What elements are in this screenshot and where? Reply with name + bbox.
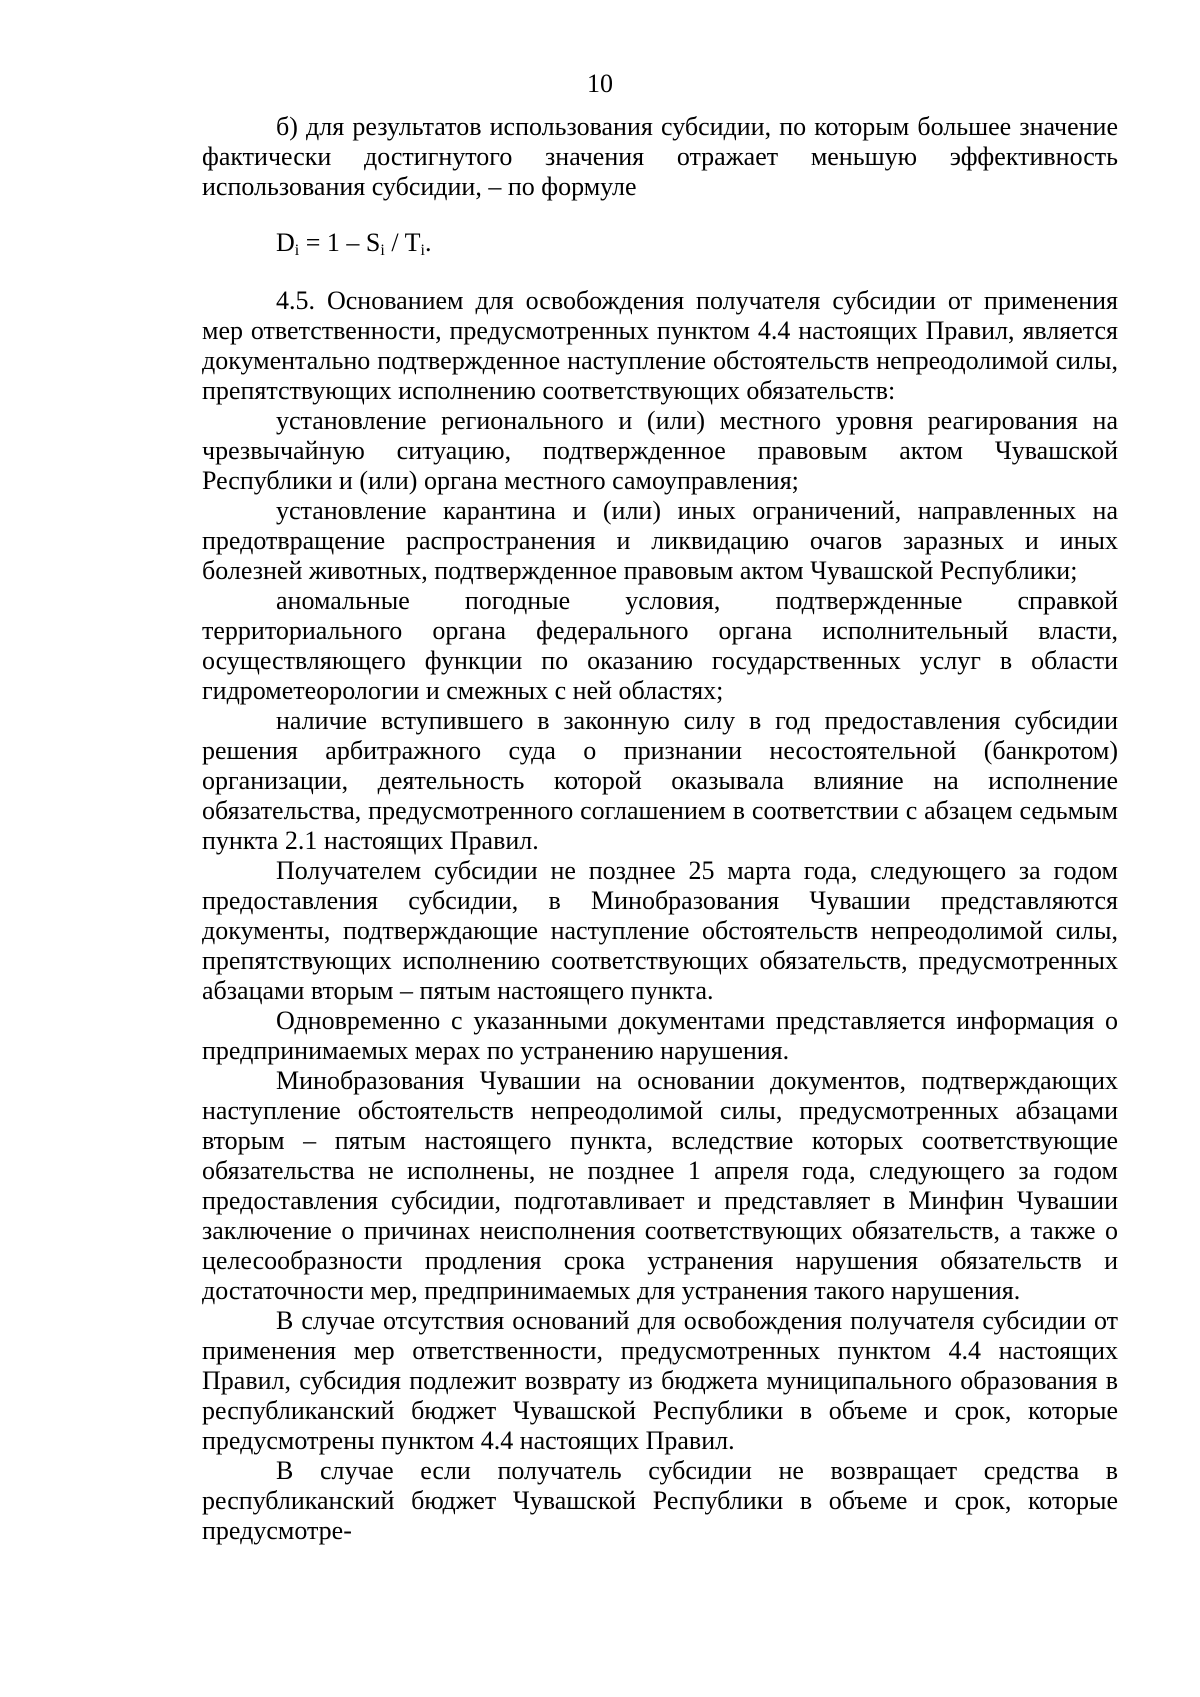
page-number: 10 [587, 69, 613, 98]
paragraph-bankruptcy: наличие вступившего в законную силу в год предоставления субсидии решения арбитражного суда о признании несостоятельной (банкротом) организации, деятельность которой оказывала влияние на исполнение обязательства, предусмотренного соглашением в соответствии с абзацем седьмым пункта 2.1 настоящих Правил. [202, 706, 1118, 855]
formula [202, 228, 1118, 258]
paragraph-quarantine: установление карантина и (или) иных ограничений, направленных на предотвращение распространения и ликвидацию очагов заразных и иных болезней животных, подтвержденное правовым актом Чувашской Республики; [202, 496, 1118, 585]
paragraph-return: В случае отсутствия оснований для освобождения получателя субсидии от применения мер ответственности, предусмотренных пунктом 4.4 настоящих Правил, субсидия подлежит возврату из бюджета муниципального образования в республиканский бюджет Чувашской Республики в объеме и срок, которые предусмотрены пунктом 4.4 настоящих Правил. [202, 1306, 1118, 1455]
formula-d: D [276, 228, 295, 257]
paragraph-nonreturn: В случае если получатель субсидии не возвращает средства в республиканский бюджет Чувашской Республики в объеме и срок, которые предусмотре- [202, 1456, 1118, 1545]
paragraph-ministry: Минобразования Чувашии на основании документов, подтверждающих наступление обстоятельств непреодолимой силы, предусмотренных абзацами вторым – пятым настоящего пункта, вследствие которых соответствующие обязательства не исполнены, не позднее 1 апреля года, следующего за годом предоставления субсидии, подготавливает и представляет в Минфин Чувашии заключение о причинах неисполнения соответствующих обязательств, а также о целесообразности продления срока устранения нарушения обязательств и достаточности мер, предпринимаемых для устранения такого нарушения. [202, 1066, 1118, 1305]
formula-end: . [424, 228, 432, 257]
formula-t: T [404, 228, 421, 257]
formula-sub-i: i [380, 242, 385, 259]
formula-sub-i: i [294, 242, 300, 259]
formula-slash: / [384, 228, 405, 257]
paragraph-4-5: 4.5. Основанием для освобождения получателя субсидии от применения мер ответственности, предусмотренных пунктом 4.4 настоящих Правил, является документально подтвержденное наступление обстоятельств непреодолимой силы, препятствующих исполнению соответствующих обязательств: [202, 286, 1118, 405]
paragraph-emergency: установление регионального и (или) местного уровня реагирования на чрезвычайную ситуацию, подтвержденное правовым актом Чувашской Республики и (или) органа местного самоуправления; [202, 406, 1118, 495]
formula-sub-i: i [420, 242, 425, 259]
formula-eq: = 1 – [299, 228, 366, 257]
paragraph-information: Одновременно с указанными документами представляется информация о предпринимаемых мерах по устранению нарушения. [202, 1006, 1118, 1065]
paragraph-documents: Получателем субсидии не позднее 25 марта года, следующего за годом предоставления субсидии, в Минобразования Чувашии представляются документы, подтверждающие наступление обстоятельств непреодолимой силы, препятствующих исполнению соответствующих обязательств, предусмотренных абзацами вторым – пятым настоящего пункта. [202, 856, 1118, 1005]
formula-s: S [365, 228, 381, 257]
paragraph-b: б) для результатов использования субсидии, по которым большее значение фактически достигнутого значения отражает меньшую эффективность использования субсидии, – по формуле [202, 112, 1118, 201]
paragraph-weather: аномальные погодные условия, подтвержденные справкой территориального органа федерального органа исполнительный власти, осуществляющего функции по оказанию государственных услуг в области гидрометеорологии и смежных с ней областях; [202, 586, 1118, 705]
document-body [202, 112, 1118, 1546]
